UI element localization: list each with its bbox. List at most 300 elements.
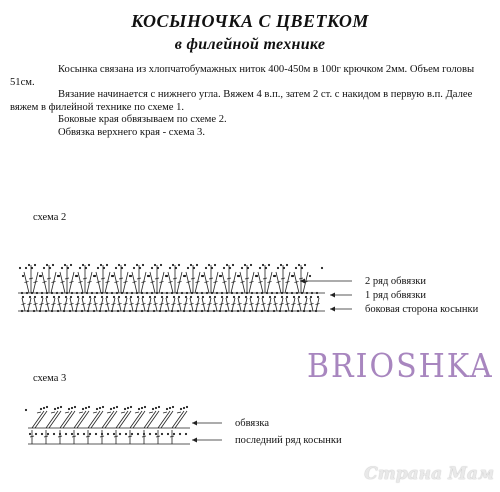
chain-dot [189,310,191,312]
stitch-mark [133,282,137,283]
chain-dot [71,292,73,294]
chain-dot [154,296,156,298]
stitch-mark [184,304,188,305]
picot-dot [265,267,267,269]
chain-dot [297,310,299,312]
stitch-mark [142,436,146,437]
stitch-mark [46,411,58,428]
chain-dot [21,310,23,312]
chain-dot [161,292,163,294]
picot-dot [106,264,108,266]
picot-dot [85,407,87,409]
chain-dot [286,296,288,298]
stitch-mark [148,304,152,305]
chain-dot [47,433,49,435]
picot-dot [138,408,140,410]
chain-dot [26,292,28,294]
chain-dot [151,292,153,294]
stitch-mark [268,282,272,283]
picot-dot [127,407,129,409]
stitch-mark [70,304,74,305]
picot-dot [280,264,282,266]
picot-dot [259,267,261,269]
stitch-mark [106,304,110,305]
stitch-mark [268,304,272,305]
chain-dot [77,433,79,435]
stitch-mark [160,282,164,283]
stitch-mark [28,304,32,305]
chain-dot [177,310,179,312]
scheme-2-label: схема 2 [33,212,67,223]
picot-dot [309,275,311,277]
picot-dot [46,264,48,266]
picot-dot [102,406,104,408]
stitch-mark [214,282,218,283]
chain-dot [269,296,271,298]
picot-dot [295,267,297,269]
picot-dot [196,264,198,266]
stitch-mark [35,411,47,428]
chain-dot [206,292,208,294]
stitch-mark [44,436,48,437]
picot-dot [169,267,171,269]
picot-dot [130,275,132,277]
picot-dot [76,275,78,277]
stitch-mark [178,282,182,283]
picot-dot [28,264,30,266]
stitch-mark [65,412,69,413]
stitch-mark [227,278,231,279]
stitch-mark [178,304,182,305]
chain-dot [161,296,163,298]
chain-dot [21,292,23,294]
picot-dot [139,267,141,269]
chain-dot [241,292,243,294]
chain-dot [197,296,199,298]
chain-dot [311,292,313,294]
chain-dot [167,433,169,435]
stitch-mark [137,278,141,279]
picot-dot [71,407,73,409]
chain-dot [57,310,59,312]
chain-dot [273,310,275,312]
chain-dot [94,296,96,298]
chain-dot [53,433,55,435]
chain-dot [91,292,93,294]
picot-dot [274,275,276,277]
picot-dot [268,264,270,266]
stitch-mark [196,282,200,283]
chain-dot [155,433,157,435]
stitch-mark [205,282,209,283]
picot-dot [19,267,21,269]
chain-dot [201,292,203,294]
chain-dot [214,296,216,298]
scheme-3-annotation: последний ряд косынки [235,435,342,446]
chain-dot [101,296,103,298]
stitch-mark [124,282,128,283]
stitch-mark [82,304,86,305]
chain-dot [257,296,259,298]
stitch-mark [101,278,105,279]
stitch-mark [32,411,44,428]
stitch-mark [172,304,176,305]
chain-dot [185,433,187,435]
chain-dot [29,296,31,298]
picot-dot [226,264,228,266]
stitch-mark [43,282,47,283]
stitch-mark [46,304,50,305]
stitch-mark [154,304,158,305]
stitch-mark [83,278,87,279]
picot-dot [286,264,288,266]
picot-dot [136,264,138,266]
picot-dot [100,264,102,266]
stitch-mark [142,282,146,283]
stitch-mark [232,282,236,283]
picot-dot [229,267,231,269]
picot-dot [103,267,105,269]
chain-dot [149,433,151,435]
picot-dot [304,264,306,266]
picot-dot [70,264,72,266]
stitch-mark [295,282,299,283]
picot-dot [148,275,150,277]
picot-dot [88,264,90,266]
page-subtitle: в филейной технике [174,36,326,53]
stitch-mark [202,304,206,305]
stitch-mark [72,436,76,437]
chain-dot [137,296,139,298]
picot-dot [60,406,62,408]
picot-dot [169,407,171,409]
stitch-mark [163,412,167,413]
stitch-mark [177,412,181,413]
chain-dot [298,296,300,298]
stitch-mark [310,304,314,305]
picot-dot [67,267,69,269]
chain-dot [56,292,58,294]
picot-dot [40,275,42,277]
stitch-mark [274,304,278,305]
picot-dot [82,264,84,266]
scheme-2-annotation: 1 ряд обвязки [365,290,427,301]
stitch-mark [74,411,86,428]
chain-dot [117,310,119,312]
chain-dot [281,296,283,298]
picot-dot [130,406,132,408]
picot-dot [155,407,157,409]
arrow-icon [192,421,197,426]
chain-dot [251,292,253,294]
stitch-mark [209,278,213,279]
picot-dot [298,264,300,266]
picot-dot [97,267,99,269]
stitch-mark [166,304,170,305]
stitch-mark [88,282,92,283]
picot-dot [321,267,323,269]
picot-dot [96,408,98,410]
stitch-mark [97,282,101,283]
chain-dot [95,433,97,435]
stitch-mark [280,304,284,305]
stitch-mark [250,304,254,305]
chain-dot [113,296,115,298]
stitch-mark [130,304,134,305]
chain-dot [165,310,167,312]
chain-dot [70,296,72,298]
stitch-mark [22,304,26,305]
stitch-mark [58,436,62,437]
stitch-mark [116,411,128,428]
chain-dot [129,310,131,312]
picot-dot [180,408,182,410]
chain-dot [245,296,247,298]
picot-dot [46,406,48,408]
stitch-mark [158,411,170,428]
stitch-mark [30,436,34,437]
picot-dot [25,267,27,269]
stitch-mark [61,282,65,283]
stitch-mark [214,304,218,305]
chain-dot [111,292,113,294]
stitch-mark [304,304,308,305]
stitch-mark [316,304,320,305]
chain-dot [45,310,47,312]
chain-dot [106,292,108,294]
stitch-mark [151,282,155,283]
picot-dot [79,267,81,269]
stitch-mark [286,304,290,305]
picot-dot [25,409,27,411]
chain-dot [236,292,238,294]
picot-dot [34,264,36,266]
chain-dot [126,292,128,294]
picot-dot [193,267,195,269]
stitch-mark [70,282,74,283]
chain-dot [293,296,295,298]
stitch-mark [76,304,80,305]
chain-dot [58,296,60,298]
chain-dot [225,310,227,312]
stitch-mark [112,304,116,305]
stitch-mark [93,412,97,413]
stitch-mark [208,304,212,305]
picot-dot [247,267,249,269]
stitch-mark [196,304,200,305]
stitch-mark [226,304,230,305]
picot-dot [68,408,70,410]
chain-dot [261,310,263,312]
stitch-mark [161,411,173,428]
picot-dot [241,267,243,269]
stitch-mark [124,304,128,305]
picot-dot [172,264,174,266]
stitch-mark [77,411,89,428]
stitch-mark [118,304,122,305]
chain-dot [179,433,181,435]
stitch-mark [223,282,227,283]
stitch-mark [136,304,140,305]
stitch-mark [52,282,56,283]
chain-dot [82,296,84,298]
stitch-mark [37,412,41,413]
stitch-mark [147,411,159,428]
picot-dot [82,408,84,410]
chain-dot [185,296,187,298]
picot-dot [124,408,126,410]
stitch-mark [102,411,114,428]
chain-dot [41,433,43,435]
stitch-mark [105,411,117,428]
stitch-mark [100,436,104,437]
arrow-icon [192,438,197,443]
chain-dot [213,310,215,312]
stitch-mark [155,278,159,279]
chain-dot [262,296,264,298]
stitch-mark [220,304,224,305]
page-title: КОСЫНОЧКА С ЦВЕТКОМ [131,11,369,31]
chain-dot [178,296,180,298]
picot-dot [110,408,112,410]
chain-dot [41,292,43,294]
picot-dot [232,264,234,266]
stitch-mark [119,411,131,428]
chain-dot [118,296,120,298]
stitch-mark [34,282,38,283]
stitch-mark [94,304,98,305]
arrow-icon [330,293,335,298]
chain-dot [153,310,155,312]
chain-dot [125,296,127,298]
chain-dot [33,310,35,312]
stitch-mark [135,412,139,413]
chain-dot [310,296,312,298]
chain-dot [186,292,188,294]
chain-dot [46,296,48,298]
stitch-mark [241,282,245,283]
stitch-mark [91,411,103,428]
picot-dot [187,267,189,269]
stitch-mark [173,278,177,279]
picot-dot [250,264,252,266]
stitch-mark [106,282,110,283]
chain-dot [309,310,311,312]
stitch-mark [79,412,83,413]
picot-dot [158,406,160,408]
chain-dot [71,433,73,435]
picot-dot [160,264,162,266]
chain-dot [233,296,235,298]
chain-dot [36,292,38,294]
picot-dot [99,407,101,409]
picot-dot [144,406,146,408]
stitch-mark [88,304,92,305]
picot-dot [74,406,76,408]
chain-dot [271,292,273,294]
chain-dot [190,296,192,298]
chain-dot [22,296,24,298]
picot-dot [57,407,59,409]
stitch-mark [79,282,83,283]
picot-dot [301,267,303,269]
chain-dot [142,296,144,298]
paragraph: Боковые края обвязываем по схеме 2. [58,114,227,125]
picot-dot [151,267,153,269]
stitch-mark [144,411,156,428]
chain-dot [221,292,223,294]
chain-dot [141,310,143,312]
stitch-mark [25,282,29,283]
stitch-mark [259,282,263,283]
chain-dot [291,292,293,294]
picot-dot [116,406,118,408]
chain-dot [286,292,288,294]
stitch-mark [250,282,254,283]
stitch-mark [175,411,187,428]
stitch-mark [107,412,111,413]
chain-dot [317,296,319,298]
chain-dot [316,292,318,294]
chain-dot [83,433,85,435]
scheme-2-annotation: боковая сторона косынки [365,304,479,315]
chain-dot [65,296,67,298]
chain-dot [221,296,223,298]
picot-dot [277,267,279,269]
stitch-mark [256,304,260,305]
stitch-mark [263,278,267,279]
chain-dot [130,296,132,298]
picot-dot [115,267,117,269]
chain-dot [41,296,43,298]
picot-dot [88,406,90,408]
picot-dot [154,264,156,266]
picot-dot [244,264,246,266]
chain-dot [285,310,287,312]
picot-dot [190,264,192,266]
picot-dot [40,408,42,410]
picot-dot [54,408,56,410]
chain-dot [131,292,133,294]
chain-dot [106,296,108,298]
chain-dot [81,310,83,312]
picot-dot [186,406,188,408]
picot-dot [166,275,168,277]
chain-dot [196,292,198,294]
chain-dot [173,433,175,435]
picot-dot [205,267,207,269]
chain-dot [116,292,118,294]
picot-dot [292,275,294,277]
stitch-mark [100,304,104,305]
chain-dot [125,433,127,435]
stitch-mark [58,304,62,305]
stitch-mark [238,304,242,305]
picot-dot [94,275,96,277]
chain-dot [249,310,251,312]
chain-dot [29,433,31,435]
picot-dot [262,264,264,266]
chain-dot [119,433,121,435]
chain-dot [305,296,307,298]
chain-dot [274,296,276,298]
stitch-mark [160,304,164,305]
chain-dot [69,310,71,312]
picot-dot [214,264,216,266]
chain-dot [256,292,258,294]
stitch-mark [86,436,90,437]
picot-dot [178,264,180,266]
